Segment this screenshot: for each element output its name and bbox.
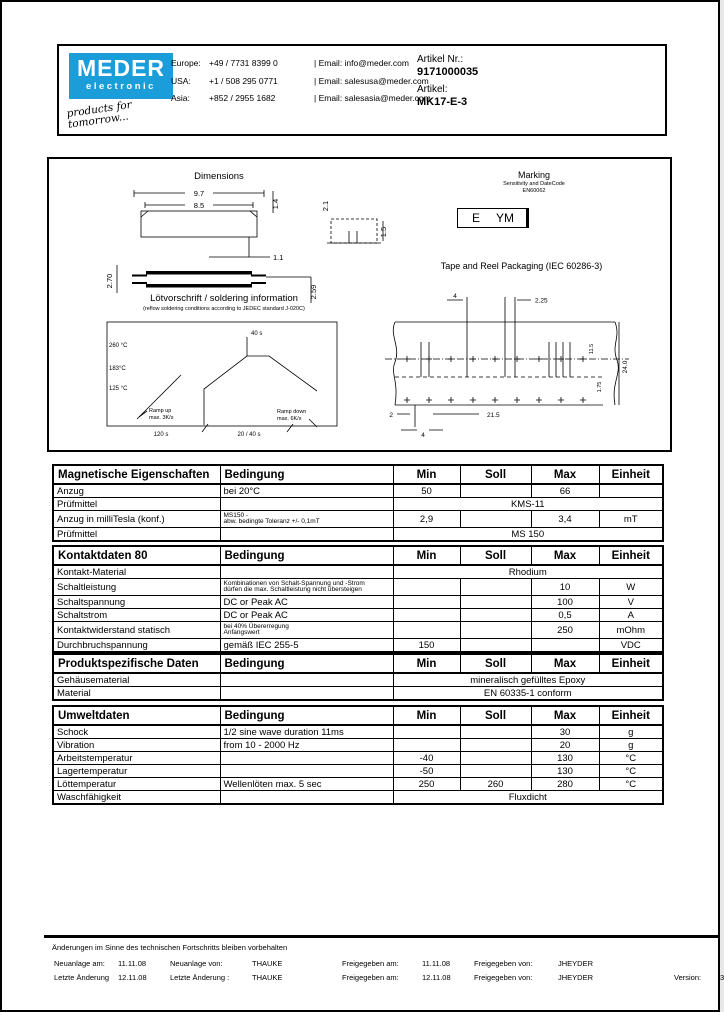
column-header-cell: Min — [393, 546, 460, 565]
table-cell: °C — [599, 765, 663, 778]
footer-label: Letzte Änderung : — [170, 973, 230, 982]
contact-row — [171, 55, 431, 73]
table-cell: KMS-11 — [393, 498, 663, 511]
table-row — [53, 778, 663, 791]
table-row — [53, 654, 663, 673]
column-header-cell: Max — [531, 654, 599, 673]
table-row — [53, 687, 663, 701]
column-header-cell: Soll — [460, 546, 531, 565]
contact-text: +49 / 7731 8399 0 — [209, 58, 278, 68]
table-cell: V — [599, 596, 663, 609]
footer-note: Änderungen im Sinne des technischen Fortschritts bleiben vorbehalten — [52, 943, 288, 952]
table-cell: from 10 - 2000 Hz — [220, 739, 393, 752]
table-cell: 130 — [531, 752, 599, 765]
column-header-cell: Soll — [460, 465, 531, 484]
table-cell: -40 — [393, 752, 460, 765]
table-cell — [393, 579, 460, 596]
table-cell: g — [599, 725, 663, 739]
column-header-cell: Min — [393, 654, 460, 673]
table-cell: Anzug — [53, 484, 220, 498]
dimensions-title: Dimensions — [194, 171, 244, 182]
table-cell — [220, 498, 393, 511]
column-header-cell: Bedingung — [220, 465, 393, 484]
footer-value: 3 — [720, 973, 724, 982]
table-row — [53, 673, 663, 687]
table-cell — [220, 765, 393, 778]
table-cell: Schaltspannung — [53, 596, 220, 609]
tape-e-label: 1.75 — [597, 381, 603, 393]
table-cell — [393, 596, 460, 609]
footer-value: 11.11.08 — [118, 959, 147, 968]
logo-text: MEDER — [76, 55, 166, 81]
table-cell — [393, 622, 460, 639]
column-header-cell: Bedingung — [220, 546, 393, 565]
table-cell — [599, 484, 663, 498]
table-cell: 50 — [393, 484, 460, 498]
table-cell: Kontaktwiderstand statisch — [53, 622, 220, 639]
table-cell: Schock — [53, 725, 220, 739]
dim-side-pitch-label: 2.59 — [309, 284, 318, 300]
table-cell: mT — [599, 511, 663, 528]
contact-text: +852 / 2955 1682 — [209, 93, 276, 103]
table-row — [53, 498, 663, 511]
table-cell: 10 — [531, 579, 599, 596]
table-cell: VDC — [599, 639, 663, 653]
table-cell: °C — [599, 778, 663, 791]
table-row — [53, 565, 663, 579]
footer-value: 11.11.08 — [422, 959, 451, 968]
table-cell: °C — [599, 752, 663, 765]
footer-label: Neuanlage am: — [54, 959, 105, 968]
table-cell — [393, 609, 460, 622]
dim-lead-label: 1.1 — [273, 253, 284, 262]
contact-text: | Email: salesusa@meder.com — [314, 75, 429, 86]
table-cell: Schaltleistung — [53, 579, 220, 596]
table-cell — [460, 622, 531, 639]
contact-text: +1 / 508 295 0771 — [209, 75, 278, 86]
tape-pocket-label: 21.5 — [487, 412, 500, 419]
table-cell — [460, 739, 531, 752]
table-cell: MS150 - abw. bedingte Toleranz +/- 0,1mT — [220, 511, 393, 528]
footer-value: THAUKE — [252, 973, 283, 982]
table-cell: 30 — [531, 725, 599, 739]
column-header-cell: Einheit — [599, 706, 663, 725]
tape-edge-label: 2 — [389, 412, 393, 419]
article-block — [417, 53, 478, 113]
table-row — [53, 511, 663, 528]
logo-subtext: electronic — [86, 81, 156, 92]
contact-text: | Email: salesasia@meder.com — [314, 93, 431, 103]
table-row — [53, 596, 663, 609]
meder-logo — [69, 53, 173, 99]
footer-value: 12.11.08 — [422, 973, 451, 982]
table-cell: Material — [53, 687, 220, 701]
contact-text: USA: — [171, 75, 191, 86]
table-row — [53, 706, 663, 725]
marking-sub2: EN60062 — [522, 188, 546, 194]
contact-row — [171, 90, 431, 108]
footer-label: Neuanlage von: — [170, 959, 223, 968]
table-cell: DC or Peak AC — [220, 609, 393, 622]
graph-rampdown-label1: Ramp down — [277, 409, 307, 415]
column-header-cell: Einheit — [599, 546, 663, 565]
column-header-cell: Kontaktdaten 80 — [53, 546, 220, 565]
table-cell — [393, 725, 460, 739]
table-cell: -50 — [393, 765, 460, 778]
footer-value: JHEYDER — [558, 973, 594, 982]
footer-label: Letzte Änderung — [54, 973, 110, 982]
logo-tagline: products for tomorrow... — [65, 98, 133, 131]
table-cell: 260 — [460, 778, 531, 791]
table-cell: Fluxdicht — [393, 791, 663, 805]
soldering-title: Lötvorschrift / soldering information — [150, 293, 298, 304]
table-cell: mOhm — [599, 622, 663, 639]
contact-text: Asia: — [171, 93, 190, 103]
artikel-nr-label: Artikel Nr.: — [417, 54, 464, 65]
table-cell: Kontakt-Material — [53, 565, 220, 579]
table-cell: A — [599, 609, 663, 622]
graph-rampup-label1: Ramp up — [149, 408, 172, 414]
tape-hole-label: 2.25 — [535, 297, 548, 305]
marking-sub1: Sensitivity and DateCode — [503, 181, 565, 187]
table-cell: Durchbruchspannung — [53, 639, 220, 653]
reflow-profile-chart — [99, 315, 344, 440]
table-row — [53, 484, 663, 498]
table-cell: Gehäusematerial — [53, 673, 220, 687]
table-cell: 1/2 sine wave duration 11ms — [220, 725, 393, 739]
graph-y3-label: 125 °C — [109, 386, 128, 392]
tape-width-label: 24.0 — [622, 360, 629, 374]
table-row — [53, 639, 663, 653]
table-row — [53, 465, 663, 484]
graph-y2-label: 183°C — [109, 366, 126, 372]
table-kontaktdaten — [52, 545, 664, 653]
drawing-area — [47, 157, 672, 452]
soldering-subtitle: (reflow soldering conditions according to JEDEC standard J-020C) — [143, 306, 305, 312]
tape-reel-title: Tape and Reel Packaging (IEC 60286-3) — [440, 261, 603, 271]
column-header-cell: Soll — [460, 706, 531, 725]
table-row — [53, 579, 663, 596]
contact-text: | Email: info@meder.com — [314, 58, 409, 68]
table-cell — [460, 765, 531, 778]
footer-row — [54, 957, 694, 971]
table-cell — [460, 596, 531, 609]
header — [57, 44, 667, 136]
table-cell: EN 60335-1 conform — [393, 687, 663, 701]
contact-row — [171, 73, 431, 91]
table-cell: 250 — [531, 622, 599, 639]
column-header-cell: Min — [393, 706, 460, 725]
table-cell: 20 — [531, 739, 599, 752]
table-cell — [220, 673, 393, 687]
contact-block — [171, 55, 431, 108]
column-header-cell: Max — [531, 465, 599, 484]
footer-label: Freigegeben von: — [474, 973, 533, 982]
table-cell — [220, 752, 393, 765]
table-row — [53, 725, 663, 739]
graph-y1-label: 260 °C — [109, 343, 128, 349]
table-cell: Anzug in milliTesla (konf.) — [53, 511, 220, 528]
table-cell: Rhodium — [393, 565, 663, 579]
table-cell: Schaltstrom — [53, 609, 220, 622]
table-cell: 280 — [531, 778, 599, 791]
dim-body-label: 8.5 — [193, 201, 205, 210]
table-cell — [460, 725, 531, 739]
table-row — [53, 622, 663, 639]
table-cell — [460, 484, 531, 498]
footer-row — [54, 971, 724, 985]
table-cell: Waschfähigkeit — [53, 791, 220, 805]
table-cell — [220, 791, 393, 805]
table-magnetische-eigenschaften — [52, 464, 664, 542]
table-cell — [460, 511, 531, 528]
table-cell — [460, 752, 531, 765]
table-row — [53, 609, 663, 622]
table-cell: bei 40% Übererregung Anfangswert — [220, 622, 393, 639]
column-header-cell: Soll — [460, 654, 531, 673]
table-cell — [460, 639, 531, 653]
column-header-cell: Max — [531, 706, 599, 725]
table-cell — [393, 739, 460, 752]
table-row — [53, 528, 663, 542]
dim-height-label: 1.4 — [271, 198, 280, 210]
tape-pitch-label: 4 — [453, 293, 457, 300]
dimensions-drawing — [79, 181, 389, 306]
table-cell: mineralisch gefülltes Epoxy — [393, 673, 663, 687]
table-cell: Löttemperatur — [53, 778, 220, 791]
tape-sprocket-label: 4 — [421, 432, 425, 439]
table-cell: Wellenlöten max. 5 sec — [220, 778, 393, 791]
footer-meta — [54, 957, 724, 985]
table-cell: 250 — [393, 778, 460, 791]
table-cell — [220, 565, 393, 579]
footer-label: Freigegeben am: — [342, 959, 399, 968]
footer-label — [674, 957, 720, 971]
footer-value: JHEYDER — [558, 959, 594, 968]
table-cell: Prüfmittel — [53, 528, 220, 542]
column-header-cell: Einheit — [599, 465, 663, 484]
column-header-cell: Max — [531, 546, 599, 565]
marking-code-e: E — [472, 211, 481, 225]
table-cell: 66 — [531, 484, 599, 498]
table-cell: 130 — [531, 765, 599, 778]
graph-x2-label: 20 / 40 s — [237, 432, 261, 438]
table-cell: MS 150 — [393, 528, 663, 542]
table-row — [53, 765, 663, 778]
footer-value: 12.11.08 — [118, 973, 147, 982]
table-cell: 0,5 — [531, 609, 599, 622]
table-cell: gemäß IEC 255-5 — [220, 639, 393, 653]
table-cell — [460, 609, 531, 622]
footer-label: Freigegeben von: — [474, 959, 533, 968]
column-header-cell: Produktspezifische Daten — [53, 654, 220, 673]
footer-value: THAUKE — [252, 959, 283, 968]
contact-text: Europe: — [171, 58, 201, 68]
table-cell: DC or Peak AC — [220, 596, 393, 609]
table-cell: Kombinationen von Schalt-Spannung und -Strom dürfen die max. Schaltleistung nicht übersteigen — [220, 579, 393, 596]
table-row — [53, 791, 663, 805]
column-header-cell: Min — [393, 465, 460, 484]
dim-side-height-label: 2.70 — [105, 273, 114, 289]
table-cell: 2,9 — [393, 511, 460, 528]
table-row — [53, 752, 663, 765]
graph-rampup-label2: max. 3K/s — [149, 415, 174, 421]
table-cell: bei 20°C — [220, 484, 393, 498]
dim-end-width-label: 2.1 — [321, 200, 330, 212]
column-header-cell: Bedingung — [220, 654, 393, 673]
column-header-cell: Umweltdaten — [53, 706, 220, 725]
table-cell: W — [599, 579, 663, 596]
table-row — [53, 739, 663, 752]
table-cell: Arbeitstemperatur — [53, 752, 220, 765]
graph-x1-label: 120 s — [153, 432, 169, 438]
artikel-nr-value: 9171000035 — [417, 66, 479, 78]
table-row — [53, 546, 663, 565]
table-cell: g — [599, 739, 663, 752]
table-produktspezifische-daten — [52, 653, 664, 701]
table-cell: Prüfmittel — [53, 498, 220, 511]
table-cell: 150 — [393, 639, 460, 653]
footer-divider — [44, 935, 720, 938]
column-header-cell: Einheit — [599, 654, 663, 673]
graph-peak-label: 40 s — [251, 331, 263, 337]
table-cell: Vibration — [53, 739, 220, 752]
footer-label: Version: — [674, 973, 702, 982]
marking-title: Marking — [517, 170, 550, 180]
artikel-label: Artikel: — [417, 84, 448, 95]
column-header-cell: Magnetische Eigenschaften — [53, 465, 220, 484]
table-cell — [531, 639, 599, 653]
marking-code-box — [457, 208, 529, 228]
dim-overall-label: 9.7 — [193, 189, 205, 198]
tape-reel-drawing — [377, 287, 667, 447]
table-cell — [220, 687, 393, 701]
tape-f-label: 11.5 — [589, 343, 595, 355]
table-cell: 3,4 — [531, 511, 599, 528]
marking-code-ym: YM — [496, 211, 515, 225]
table-cell — [220, 528, 393, 542]
artikel-value: MK17-E-3 — [417, 96, 468, 108]
table-cell: 100 — [531, 596, 599, 609]
marking-block — [409, 170, 659, 195]
column-header-cell: Bedingung — [220, 706, 393, 725]
table-umweltdaten — [52, 705, 664, 805]
table-cell: Lagertemperatur — [53, 765, 220, 778]
footer-label: Freigegeben am: — [342, 973, 399, 982]
graph-rampdown-label2: max. 6K/s — [277, 416, 302, 422]
dim-end-height-label: 1.5 — [379, 226, 388, 238]
table-cell — [460, 579, 531, 596]
